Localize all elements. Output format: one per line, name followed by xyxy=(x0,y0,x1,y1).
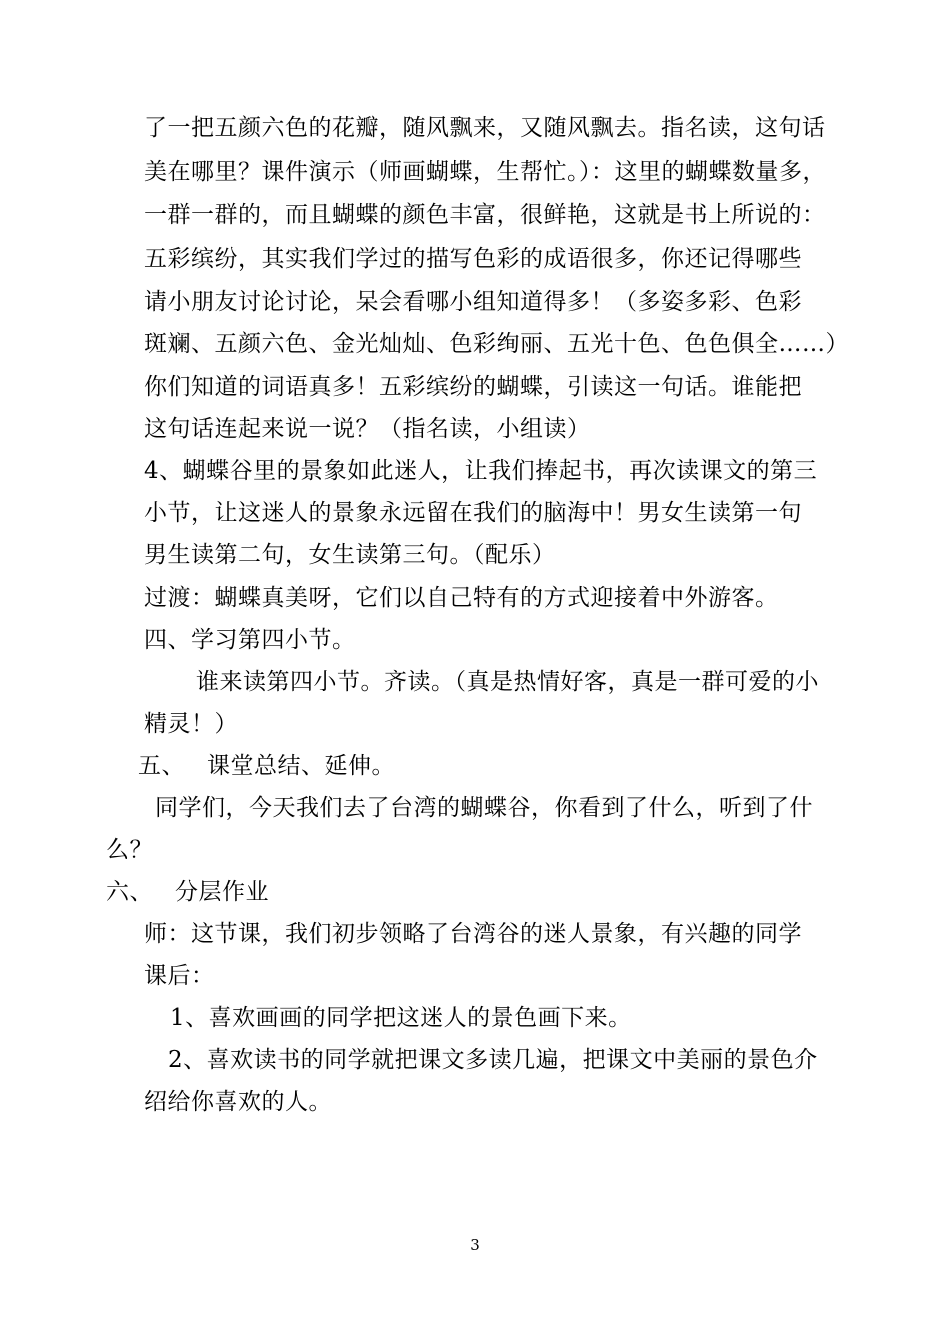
paragraph-line: 美在哪里？课件演示（师画蝴蝶，生帮忙。）：这里的蝴蝶数量多， xyxy=(144,159,826,185)
paragraph-line: 课后： xyxy=(144,963,215,989)
section-title: 分层作业 xyxy=(175,879,269,905)
section-number: 六、 xyxy=(106,879,153,905)
paragraph-line: 这句话连起来说一说？（指名读，小组读） xyxy=(144,416,591,442)
paragraph-line: 精灵！） xyxy=(144,711,238,737)
paragraph-line: 4、蝴蝶谷里的景象如此迷人，让我们捧起书，再次读课文的第三 xyxy=(144,458,818,484)
homework-item: 1、喜欢画画的同学把这迷人的景色画下来。 xyxy=(170,1005,632,1031)
section-title: 课堂总结、延伸。 xyxy=(207,753,395,779)
page-number: 3 xyxy=(470,1236,480,1254)
paragraph-line: 五彩缤纷，其实我们学过的描写色彩的成语很多，你还记得哪些 xyxy=(144,246,802,272)
paragraph-line: 斑斓、五颜六色、金光灿灿、色彩绚丽、五光十色、色色俱全……） xyxy=(144,331,849,357)
paragraph-line: 过渡：蝴蝶真美呀，它们以自己特有的方式迎接着中外游客。 xyxy=(144,585,779,611)
paragraph-line: 你们知道的词语真多！五彩缤纷的蝴蝶，引读这一句话。谁能把 xyxy=(144,374,802,400)
section-heading-five xyxy=(138,752,395,780)
section-number: 五、 xyxy=(138,753,185,779)
paragraph-line: 一群一群的，而且蝴蝶的颜色丰富，很鲜艳，这就是书上所说的： xyxy=(144,202,826,228)
paragraph-line: 绍给你喜欢的人。 xyxy=(144,1089,332,1115)
paragraph-line: 了一把五颜六色的花瓣，随风飘来，又随风飘去。指名读，这句话 xyxy=(144,115,826,141)
paragraph-line: 么？ xyxy=(106,837,153,863)
homework-item: 2、喜欢读书的同学就把课文多读几遍，把课文中美丽的景色介 xyxy=(168,1047,818,1073)
section-heading-four: 四、学习第四小节。 xyxy=(144,627,356,653)
paragraph-line: 小节，让这迷人的景象永远留在我们的脑海中！男女生读第一句 xyxy=(144,500,802,526)
paragraph-line: 请小朋友讨论讨论，呆会看哪小组知道得多！（多姿多彩、色彩 xyxy=(144,289,802,315)
paragraph-line: 男生读第二句，女生读第三句。（配乐） xyxy=(144,542,556,568)
paragraph-line: 谁来读第四小节。齐读。（真是热情好客，真是一群可爱的小 xyxy=(196,669,819,695)
paragraph-line: 师：这节课，我们初步领略了台湾谷的迷人景象，有兴趣的同学 xyxy=(144,921,802,947)
section-heading-six xyxy=(106,878,269,906)
paragraph-line: 同学们，今天我们去了台湾的蝴蝶谷，你看到了什么，听到了什 xyxy=(155,795,813,821)
